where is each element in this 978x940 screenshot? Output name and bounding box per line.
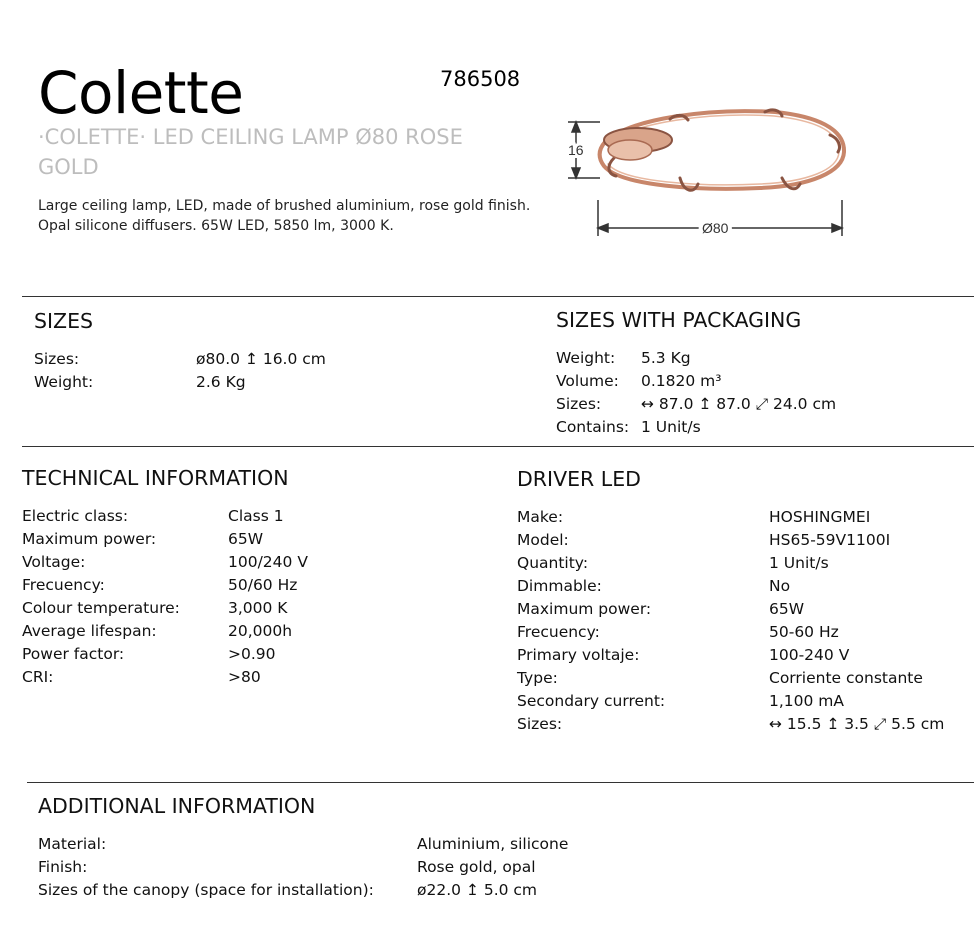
section-divider xyxy=(27,782,974,783)
canopy-sizes-label: Sizes of the canopy (space for installation): xyxy=(38,881,374,899)
maximum-power-label: Maximum power: xyxy=(22,530,157,548)
product-description: Large ceiling lamp, LED, made of brushed aluminium, rose gold finish. Opal silicone diffusers. 65W LED, 5850 lm, 3000 K. xyxy=(38,198,531,234)
electric-class-value: Class 1 xyxy=(228,507,284,525)
driver-sizes-label: Sizes: xyxy=(517,715,563,733)
list-item xyxy=(38,856,738,879)
section-divider xyxy=(22,446,974,447)
frequency-label: Frecuency: xyxy=(22,576,105,594)
finish-label: Finish: xyxy=(38,858,88,876)
secondary-current-label: Secondary current: xyxy=(517,692,666,710)
list-item xyxy=(38,833,738,856)
quantity-label: Quantity: xyxy=(517,554,589,572)
list-item xyxy=(517,598,957,621)
list-item xyxy=(22,620,482,643)
sizes-label: Sizes: xyxy=(34,350,80,368)
additional-list xyxy=(38,833,738,902)
packaging-contains-value: 1 Unit/s xyxy=(641,418,701,436)
driver-heading: DRIVER LED xyxy=(517,467,641,491)
material-label: Material: xyxy=(38,835,107,853)
packaging-volume-label: Volume: xyxy=(556,372,619,390)
product-subtitle: ·COLETTE· LED CEILING LAMP Ø80 ROSE GOLD xyxy=(38,125,463,179)
finish-value: Rose gold, opal xyxy=(417,858,536,876)
list-item xyxy=(517,506,957,529)
list-item xyxy=(22,528,482,551)
list-item xyxy=(22,551,482,574)
list-item xyxy=(517,713,957,736)
maximum-power-value: 65W xyxy=(228,530,264,548)
weight-value: 2.6 Kg xyxy=(196,373,246,391)
lamp-illustration xyxy=(600,110,844,190)
average-lifespan-label: Average lifespan: xyxy=(22,622,157,640)
cri-value: >80 xyxy=(228,668,261,686)
section-divider xyxy=(22,296,974,297)
list-item xyxy=(517,644,957,667)
list-item xyxy=(517,621,957,644)
packaging-weight-value: 5.3 Kg xyxy=(641,349,691,367)
technical-heading: TECHNICAL INFORMATION xyxy=(22,466,289,490)
list-item xyxy=(556,347,956,370)
primary-voltage-value: 100-240 V xyxy=(769,646,850,664)
product-reference: 786508 xyxy=(440,67,521,91)
model-label: Model: xyxy=(517,531,569,549)
weight-label: Weight: xyxy=(34,373,94,391)
packaging-volume-value: 0.1820 m³ xyxy=(641,372,722,390)
dimmable-value: No xyxy=(769,577,791,595)
list-item xyxy=(517,690,957,713)
list-item xyxy=(22,574,482,597)
make-value: HOSHINGMEI xyxy=(769,508,871,526)
list-item xyxy=(38,879,738,902)
power-factor-label: Power factor: xyxy=(22,645,125,663)
driver-frequency-label: Frecuency: xyxy=(517,623,600,641)
height-label: 16 xyxy=(568,142,584,158)
packaging-weight-label: Weight: xyxy=(556,349,616,367)
list-item xyxy=(556,393,956,416)
technical-list xyxy=(22,505,482,689)
list-item xyxy=(22,666,482,689)
frequency-value: 50/60 Hz xyxy=(228,576,298,594)
type-value: Corriente constante xyxy=(769,669,923,687)
electric-class-label: Electric class: xyxy=(22,507,129,525)
list-item xyxy=(34,371,454,394)
packaging-heading: SIZES WITH PACKAGING xyxy=(556,308,802,332)
list-item xyxy=(34,348,454,371)
product-title: Colette xyxy=(38,59,244,127)
primary-voltage-label: Primary voltaje: xyxy=(517,646,640,664)
colour-temperature-label: Colour temperature: xyxy=(22,599,180,617)
make-label: Make: xyxy=(517,508,564,526)
dimmable-label: Dimmable: xyxy=(517,577,602,595)
list-item xyxy=(517,552,957,575)
packaging-list xyxy=(556,347,956,439)
list-item xyxy=(517,667,957,690)
canopy-sizes-value: ø22.0 ↥ 5.0 cm xyxy=(417,881,538,899)
model-value: HS65-59V1100I xyxy=(769,531,891,549)
lamp-dimension-diagram xyxy=(560,100,860,245)
list-item xyxy=(22,597,482,620)
sizes-list xyxy=(34,348,454,394)
type-label: Type: xyxy=(517,669,558,687)
driver-list xyxy=(517,506,957,736)
diameter-label: Ø80 xyxy=(702,220,729,236)
driver-maximum-power-label: Maximum power: xyxy=(517,600,652,618)
driver-sizes-value: ↔ 15.5 ↥ 3.5 ⤢ 5.5 cm xyxy=(769,715,945,733)
voltage-label: Voltage: xyxy=(22,553,86,571)
list-item xyxy=(517,529,957,552)
colour-temperature-value: 3,000 K xyxy=(228,599,288,617)
packaging-contains-label: Contains: xyxy=(556,418,630,436)
list-item xyxy=(517,575,957,598)
additional-heading: ADDITIONAL INFORMATION xyxy=(38,794,316,818)
quantity-value: 1 Unit/s xyxy=(769,554,829,572)
driver-maximum-power-value: 65W xyxy=(769,600,805,618)
list-item xyxy=(22,505,482,528)
material-value: Aluminium, silicone xyxy=(417,835,569,853)
cri-label: CRI: xyxy=(22,668,54,686)
average-lifespan-value: 20,000h xyxy=(228,622,293,640)
voltage-value: 100/240 V xyxy=(228,553,308,571)
packaging-sizes-value: ↔ 87.0 ↥ 87.0 ⤢ 24.0 cm xyxy=(641,395,837,413)
secondary-current-value: 1,100 mA xyxy=(769,692,845,710)
sizes-heading: SIZES xyxy=(34,309,94,333)
sizes-value: ø80.0 ↥ 16.0 cm xyxy=(196,350,326,368)
packaging-sizes-label: Sizes: xyxy=(556,395,602,413)
driver-frequency-value: 50-60 Hz xyxy=(769,623,839,641)
list-item xyxy=(556,416,956,439)
power-factor-value: >0.90 xyxy=(228,645,276,663)
list-item xyxy=(22,643,482,666)
list-item xyxy=(556,370,956,393)
